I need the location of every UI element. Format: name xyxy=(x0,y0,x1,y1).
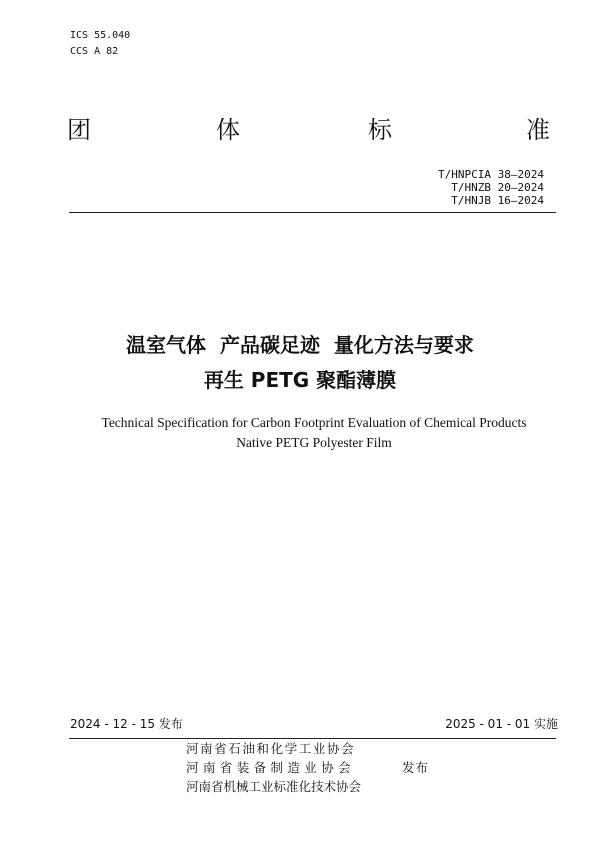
standard-number-2: T/HNZB 20—2024 xyxy=(451,181,544,194)
ics-code: ICS 55.040 xyxy=(70,30,131,41)
doc-type-char-3: 标 xyxy=(368,116,392,144)
title-en-line-1: Technical Specification for Carbon Footprint Evaluation of Chemical Products xyxy=(101,415,527,430)
top-divider xyxy=(69,212,556,213)
bottom-divider xyxy=(69,738,556,739)
title-cn-line-1: 温室气体 产品碳足迹 量化方法与要求 xyxy=(126,333,474,357)
issuer-org-2: 河南省装备制造业协会 xyxy=(186,760,356,775)
issue-label: 发布 xyxy=(402,760,430,775)
ccs-code: CCS A 82 xyxy=(70,46,119,57)
publish-date: 2024 - 12 - 15 发布 xyxy=(70,717,183,731)
implement-date: 2025 - 01 - 01 实施 xyxy=(445,717,558,731)
issuer-org-1: 河南省石油和化学工业协会 xyxy=(186,741,356,756)
issuer-org-3: 河南省机械工业标准化技术协会 xyxy=(186,779,362,794)
doc-type-char-1: 团 xyxy=(67,116,91,144)
standard-number-3: T/HNJB 16—2024 xyxy=(451,194,544,207)
title-en-line-2: Native PETG Polyester Film xyxy=(236,435,392,450)
doc-type-char-2: 体 xyxy=(216,116,240,144)
title-cn-line-2: 再生 PETG 聚酯薄膜 xyxy=(203,368,397,392)
standard-number-1: T/HNPCIA 38—2024 xyxy=(438,168,544,181)
doc-type-char-4: 准 xyxy=(526,116,550,144)
